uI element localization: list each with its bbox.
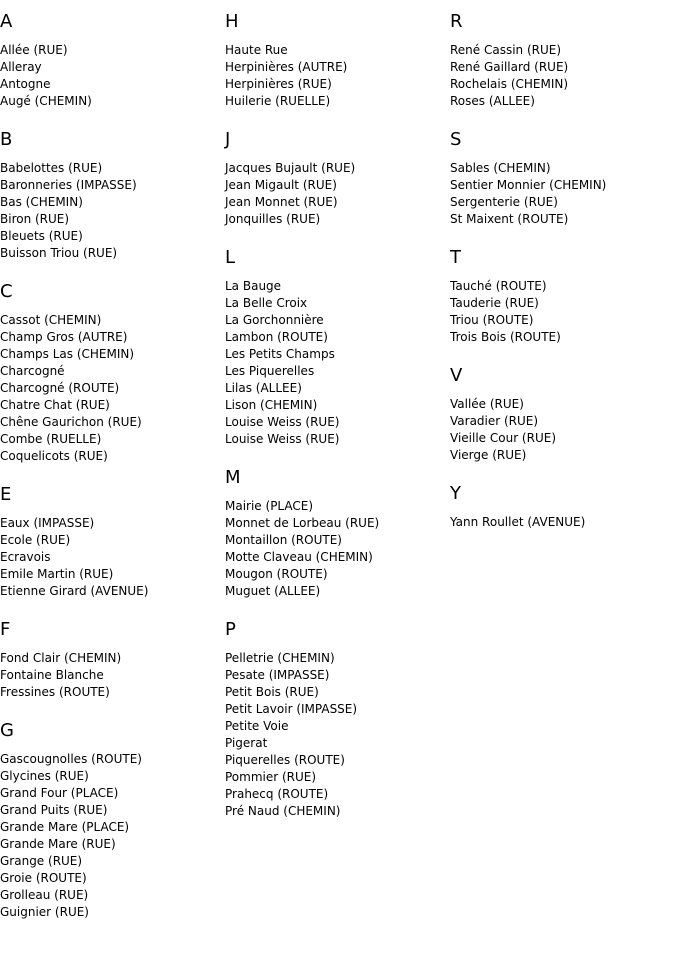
street-name: Ecravois — [0, 550, 51, 564]
street-name: Les Petits Champs — [225, 347, 335, 361]
letter-section — [225, 128, 450, 228]
street-list — [225, 42, 450, 110]
street-name: Tauderie (RUE) — [450, 296, 539, 310]
street-name: Jonquilles (RUE) — [225, 212, 321, 226]
letter-section — [450, 10, 675, 110]
street-list — [0, 312, 225, 465]
section-letter-heading: B — [0, 129, 13, 150]
street-name: Pelletrie (CHEMIN) — [225, 651, 335, 665]
street-name: Vallée (RUE) — [450, 397, 524, 411]
street-name: Augé (CHEMIN) — [0, 94, 92, 108]
street-name: Les Piquerelles — [225, 364, 315, 378]
street-name: Herpinières (AUTRE) — [225, 60, 348, 74]
letter-section — [225, 246, 450, 448]
street-name: Lambon (ROUTE) — [225, 330, 328, 344]
street-list — [225, 160, 450, 228]
street-name: Trois Bois (ROUTE) — [450, 330, 561, 344]
street-name: Guignier (RUE) — [0, 905, 89, 919]
street-name: Fressines (ROUTE) — [0, 685, 110, 699]
letter-section — [450, 482, 675, 531]
street-name: Petit Bois (RUE) — [225, 685, 319, 699]
street-name: Champ Gros (AUTRE) — [0, 330, 128, 344]
section-letter-heading: H — [225, 11, 239, 32]
street-name: Grand Four (PLACE) — [0, 786, 119, 800]
street-name: Grande Mare (PLACE) — [0, 820, 130, 834]
section-letter-heading: T — [450, 247, 461, 268]
street-name: Roses (ALLEE) — [450, 94, 535, 108]
street-list — [450, 514, 675, 531]
street-name: La Bauge — [225, 279, 282, 293]
street-name: Emile Martin (RUE) — [0, 567, 114, 581]
letter-section — [225, 618, 450, 820]
letter-section — [0, 10, 225, 110]
street-name: Sergenterie (RUE) — [450, 195, 558, 209]
street-name: Yann Roullet (AVENUE) — [450, 515, 586, 529]
street-list — [225, 498, 450, 600]
street-name: Combe (RUELLE) — [0, 432, 102, 446]
letter-section — [450, 364, 675, 464]
street-name: Pré Naud (CHEMIN) — [225, 804, 341, 818]
street-name: Petite Voie — [225, 719, 289, 733]
street-name: Monnet de Lorbeau (RUE) — [225, 516, 380, 530]
section-letter-heading: P — [225, 619, 236, 640]
street-name: Ecole (RUE) — [0, 533, 71, 547]
street-name: Antogne — [0, 77, 51, 91]
section-letter-heading: L — [225, 247, 236, 268]
section-letter-heading: A — [0, 11, 13, 32]
section-letter-heading: J — [225, 129, 231, 150]
street-name: La Gorchonnière — [225, 313, 324, 327]
street-name: Louise Weiss (RUE) — [225, 432, 340, 446]
street-list — [0, 751, 225, 921]
street-list — [0, 650, 225, 701]
letter-section — [0, 719, 225, 921]
street-list — [0, 515, 225, 600]
street-name: Grolleau (RUE) — [0, 888, 89, 902]
letter-section — [225, 466, 450, 600]
section-letter-heading: Y — [450, 483, 461, 504]
section-letter-heading: F — [0, 619, 11, 640]
section-letter-heading: V — [450, 365, 463, 386]
section-letter-heading: E — [0, 484, 12, 505]
street-name: Haute Rue — [225, 43, 288, 57]
section-letter-heading: C — [0, 281, 13, 302]
street-name: Mougon (ROUTE) — [225, 567, 328, 581]
street-name: Cassot (CHEMIN) — [0, 313, 102, 327]
street-name: René Gaillard (RUE) — [450, 60, 569, 74]
street-name: Groie (ROUTE) — [0, 871, 87, 885]
section-letter-heading: G — [0, 720, 14, 741]
letter-section — [225, 10, 450, 110]
street-name: Alleray — [0, 60, 42, 74]
street-name: Chatre Chat (RUE) — [0, 398, 110, 412]
street-name: La Belle Croix — [225, 296, 308, 310]
street-name: Allée (RUE) — [0, 43, 68, 57]
street-name: Vieille Cour (RUE) — [450, 431, 557, 445]
street-name: René Cassin (RUE) — [450, 43, 562, 57]
street-name: Buisson Triou (RUE) — [0, 246, 118, 260]
letter-section — [450, 128, 675, 228]
street-name: Rochelais (CHEMIN) — [450, 77, 569, 91]
street-name: Baronneries (IMPASSE) — [0, 178, 137, 192]
street-name: Sentier Monnier (CHEMIN) — [450, 178, 607, 192]
street-name: Coquelicots (RUE) — [0, 449, 108, 463]
section-letter-heading: M — [225, 467, 241, 488]
street-name: Mairie (PLACE) — [225, 499, 314, 513]
index-column — [0, 10, 225, 939]
street-name: Sables (CHEMIN) — [450, 161, 551, 175]
letter-section — [450, 246, 675, 346]
street-name: Pigerat — [225, 736, 268, 750]
section-letter-heading: S — [450, 129, 462, 150]
street-name: Montaillon (ROUTE) — [225, 533, 342, 547]
street-name: Muguet (ALLEE) — [225, 584, 321, 598]
street-name: Pesate (IMPASSE) — [225, 668, 330, 682]
street-name: Lison (CHEMIN) — [225, 398, 318, 412]
street-name: Fontaine Blanche — [0, 668, 104, 682]
section-letter-heading: R — [450, 11, 463, 32]
street-name: Triou (ROUTE) — [450, 313, 534, 327]
street-name: Champs Las (CHEMIN) — [0, 347, 135, 361]
street-name: Chêne Gaurichon (RUE) — [0, 415, 142, 429]
street-name: Babelottes (RUE) — [0, 161, 103, 175]
street-name: Biron (RUE) — [0, 212, 70, 226]
street-name: Prahecq (ROUTE) — [225, 787, 329, 801]
street-name: Varadier (RUE) — [450, 414, 539, 428]
street-name: Jean Migault (RUE) — [225, 178, 337, 192]
street-name: Jean Monnet (RUE) — [225, 195, 338, 209]
street-name: Lilas (ALLEE) — [225, 381, 302, 395]
street-name: Petit Lavoir (IMPASSE) — [225, 702, 358, 716]
index-column — [450, 10, 675, 549]
street-name: Bas (CHEMIN) — [0, 195, 83, 209]
index-column — [225, 10, 450, 838]
street-list — [450, 396, 675, 464]
street-name: Gascougnolles (ROUTE) — [0, 752, 142, 766]
street-name: Herpinières (RUE) — [225, 77, 332, 91]
letter-section — [0, 280, 225, 465]
letter-section — [0, 618, 225, 701]
street-name: Grand Puits (RUE) — [0, 803, 108, 817]
letter-section — [0, 483, 225, 600]
street-name: Charcogné (ROUTE) — [0, 381, 120, 395]
street-name: Jacques Bujault (RUE) — [225, 161, 356, 175]
street-name: Grange (RUE) — [0, 854, 83, 868]
letter-section — [0, 128, 225, 262]
street-list — [225, 278, 450, 448]
street-list — [450, 278, 675, 346]
street-list — [0, 42, 225, 110]
street-name: St Maixent (ROUTE) — [450, 212, 569, 226]
street-name: Huilerie (RUELLE) — [225, 94, 331, 108]
street-name: Pommier (RUE) — [225, 770, 317, 784]
street-name: Glycines (RUE) — [0, 769, 89, 783]
street-name: Bleuets (RUE) — [0, 229, 83, 243]
street-list — [0, 160, 225, 262]
street-list — [225, 650, 450, 820]
street-name: Etienne Girard (AVENUE) — [0, 584, 149, 598]
street-list — [450, 160, 675, 228]
street-list — [450, 42, 675, 110]
street-name: Fond Clair (CHEMIN) — [0, 651, 122, 665]
street-name: Grande Mare (RUE) — [0, 837, 116, 851]
street-name: Motte Claveau (CHEMIN) — [225, 550, 373, 564]
street-name: Eaux (IMPASSE) — [0, 516, 95, 530]
street-name: Charcogné — [0, 364, 65, 378]
street-name: Vierge (RUE) — [450, 448, 527, 462]
street-name: Tauché (ROUTE) — [450, 279, 547, 293]
street-name: Louise Weiss (RUE) — [225, 415, 340, 429]
street-name: Piquerelles (ROUTE) — [225, 753, 345, 767]
